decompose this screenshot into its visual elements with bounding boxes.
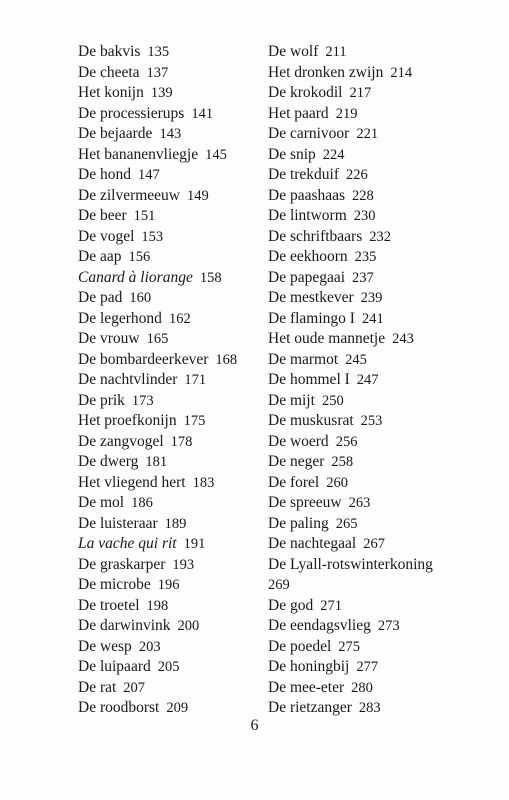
toc-entry [78,309,258,330]
toc-entry [268,227,468,248]
toc-entry [268,657,468,678]
toc-entry-page: 181 [145,454,168,470]
toc-entry-page: 219 [335,105,358,122]
toc-entry-page: 207 [123,679,146,696]
toc-entry [268,432,468,453]
toc-entry-page: 273 [377,618,400,634]
toc-column-left [78,42,258,719]
toc-entry [268,452,468,473]
toc-entry-title: De spreeuw [268,494,342,511]
toc-entry-title: De rietzanger [268,699,352,716]
toc-entry-page: 175 [183,413,206,429]
toc-entry-title: De lintworm [268,207,347,224]
toc-entry-page: 135 [147,44,170,60]
toc-entry-title: De marmot [268,350,339,368]
toc-entry-page: 271 [320,597,342,614]
toc-entry [78,145,258,166]
toc-entry [268,514,468,535]
toc-entry [268,63,468,84]
toc-entry-page: 265 [335,515,358,532]
toc-entry [268,411,468,432]
toc-entry-title: Canard à liorange [78,268,193,286]
toc-entry [268,104,468,125]
toc-entry [78,63,258,84]
toc-entry [268,555,468,576]
toc-entry [78,165,258,186]
toc-entry-title: De eendagsvlieg [268,617,371,634]
toc-entry-title: De vogel [78,227,135,245]
toc-entry-title: De wesp [78,637,132,655]
toc-entry [268,596,468,617]
toc-entry-page: 247 [356,372,379,388]
toc-entry-title: De zilvermeeuw [78,186,180,204]
toc-entry [78,329,258,350]
toc-entry-title: De paashaas [268,186,346,204]
toc-entry-page: 145 [205,146,227,163]
toc-entry-page: 198 [146,597,169,614]
page-number: 6 [250,717,259,734]
toc-entry-page: 224 [322,146,345,163]
toc-entry-title: Het dronken zwijn [268,63,384,81]
toc-entry-page: 149 [187,187,209,204]
toc-entry-title: De hommel I [268,371,350,388]
toc-entry-page: 283 [358,700,381,716]
toc-entry-page: 263 [348,495,371,511]
toc-entry [268,678,468,699]
toc-entry [268,124,468,145]
toc-entry [78,268,258,289]
toc-entry [78,698,258,719]
toc-entry [268,309,468,330]
toc-entry-title: La vache qui rit [78,535,177,552]
toc-entry-page: 200 [177,618,200,634]
toc-entry-title: De cheeta [78,63,140,81]
toc-entry-page: 209 [166,700,189,716]
toc-entry-title: De carnivoor [268,125,350,142]
toc-entry-title: De honingbij [268,658,350,675]
toc-entry-title: De darwinvink [78,617,171,634]
toc-entry-page: 147 [137,167,160,183]
toc-entry [78,206,258,227]
toc-entry-page: 214 [390,64,413,81]
toc-entry-page: 253 [360,413,383,429]
toc-entry [78,514,258,535]
toc-column-right [268,42,468,719]
toc-entry-title: De mestkever [268,289,354,306]
toc-entry-page: 162 [168,310,191,327]
toc-entry-title: De paling [268,514,329,532]
toc-entry-page: 186 [131,495,153,511]
toc-entry-title: De zangvogel [78,432,164,450]
toc-entry-title: De woerd [268,432,329,450]
toc-entry-page: 250 [321,392,344,409]
toc-entry-title: De bombardeerkever [78,350,209,368]
toc-entry-title: De flamingo I [268,309,355,327]
toc-entry-page: 189 [164,515,187,532]
toc-entry-page: 165 [146,331,169,347]
toc-entry [78,452,258,473]
toc-entry-title: De mol [78,494,125,511]
toc-entry [78,575,258,596]
toc-entry-title: Het bananenvliegje [78,145,199,163]
toc-entry-title: De trekduif [268,166,340,183]
toc-entry [78,104,258,125]
toc-entry [268,186,468,207]
toc-entry-title: De god [268,596,314,614]
toc-entry [268,637,468,658]
toc-entry-title: De aap [78,248,122,265]
toc-entry-page: 139 [150,85,173,101]
toc-entry [78,350,258,371]
toc-entry-page: 156 [128,249,151,265]
toc-entry-title: De eekhoorn [268,248,348,265]
toc-entry-page: 237 [352,269,374,286]
toc-entry [268,370,468,391]
toc-entry [268,83,468,104]
toc-entry-title: De roodborst [78,699,160,716]
toc-entry [268,493,468,514]
toc-entry-page: 275 [338,638,361,655]
toc-entry-title: De Lyall-rotswinterkoning [268,555,433,573]
toc-entry [268,350,468,371]
toc-entry [78,83,258,104]
toc-entry-page: 203 [138,638,161,655]
toc-entry-page: 183 [192,474,215,491]
toc-entry-page: 171 [184,372,207,388]
toc-entry [268,698,468,719]
toc-entry-page: 217 [349,85,372,101]
toc-entry-title: De schriftbaars [268,227,363,245]
toc-entry [268,288,468,309]
toc-entry-title: De bejaarde [78,125,153,142]
toc-entry [78,370,258,391]
toc-entry-page: 226 [346,167,368,183]
toc-entry-page: 241 [361,310,384,327]
toc-entry-page: 211 [325,44,347,60]
toc-entry-title: Het paard [268,104,329,122]
toc-entry-page: 158 [199,269,222,286]
toc-entry-page: 221 [356,126,379,142]
toc-entry [78,391,258,412]
toc-entry [78,657,258,678]
toc-entry [78,616,258,637]
toc-entry [268,247,468,268]
toc-entry-title: De luisteraar [78,514,158,532]
toc-entry-title: De nachtvlinder [78,371,178,388]
toc-entry [268,42,468,63]
toc-entry-page: 267 [363,536,385,552]
toc-entry [268,329,468,350]
toc-entry [268,145,468,166]
toc-entry-page: 228 [352,187,374,204]
toc-entry-title: De mijt [268,391,315,409]
toc-entry [78,493,258,514]
toc-entry-page: 168 [215,351,238,368]
toc-entry-title: De snip [268,145,316,163]
toc-entry-page: 245 [345,351,367,368]
toc-entry-title: De legerhond [78,309,162,327]
toc-entry [268,616,468,637]
toc-entry-page: 151 [133,208,156,224]
toc-entry [78,124,258,145]
toc-entry [78,555,258,576]
toc-entry [78,596,258,617]
toc-entry-page: 280 [351,679,373,696]
toc-entry-title: De hond [78,166,131,183]
toc-entry-title: De microbe [78,576,151,593]
toc-entry-title: De pad [78,289,123,306]
toc-entry-page: 277 [356,659,379,675]
toc-entry-title: De luipaard [78,658,151,675]
toc-entry-title: Het vliegend hert [78,473,186,491]
toc-entry [268,268,468,289]
toc-entry [268,473,468,494]
toc-entry-page: 137 [146,64,169,81]
toc-entry [268,391,468,412]
toc-entry-page: 258 [331,454,354,470]
toc-entry-page: 178 [170,433,193,450]
toc-entry-page: 260 [326,474,348,491]
toc-entry-page: 230 [353,208,376,224]
toc-entry [78,678,258,699]
toc-entry-page-continuation [268,575,468,596]
toc-entry-page: 232 [369,228,391,245]
toc-entry-page: 243 [392,331,414,347]
toc-entry-title: Het oude mannetje [268,330,386,347]
toc-entry-title: De dwerg [78,453,139,470]
toc-entry-page: 205 [157,659,180,675]
toc-entry-title: De vrouw [78,330,140,347]
toc-entry-page: 141 [191,105,214,122]
toc-entry-title: De wolf [268,43,319,60]
toc-entry-title: De neger [268,453,325,470]
toc-entry-page: 239 [360,290,383,306]
toc-entry [78,637,258,658]
toc-entry-title: De prik [78,391,125,409]
toc-entry-title: De forel [268,473,320,491]
toc-entry-title: De poedel [268,637,332,655]
toc-entry [78,186,258,207]
toc-entry-page: 191 [183,536,206,552]
toc-entry [78,288,258,309]
toc-entry-title: De mee-eter [268,678,345,696]
toc-entry [268,206,468,227]
toc-entry-title: De graskarper [78,555,166,573]
toc-entry [78,42,258,63]
toc-entry-title: De bakvis [78,43,141,60]
toc-entry-title: De krokodil [268,84,343,101]
toc-entry-page: 193 [172,556,195,573]
toc-entry-title: De papegaai [268,268,346,286]
toc-entry-page: 269 [268,577,290,593]
toc-entry-page: 160 [129,290,152,306]
toc-entry [268,534,468,555]
toc-entry-title: De troetel [78,596,140,614]
toc-entry [268,165,468,186]
toc-entry [78,247,258,268]
toc-entry-page: 143 [159,126,182,142]
toc-entry [78,432,258,453]
toc-entry-title: De rat [78,678,117,696]
toc-entry [78,411,258,432]
toc-entry [78,534,258,555]
toc-entry-page: 256 [335,433,358,450]
toc-entry [78,227,258,248]
toc-entry-title: Het konijn [78,84,144,101]
toc-entry [78,473,258,494]
toc-entry-page: 153 [141,228,164,245]
toc-entry-title: De beer [78,207,127,224]
toc-entry-title: De processierups [78,104,185,122]
toc-entry-page: 196 [157,577,180,593]
toc-entry-page: 235 [354,249,377,265]
toc-entry-title: De nachtegaal [268,535,357,552]
toc-entry-title: Het proefkonijn [78,412,177,429]
toc-entry-page: 173 [131,392,154,409]
toc-entry-title: De muskusrat [268,412,354,429]
